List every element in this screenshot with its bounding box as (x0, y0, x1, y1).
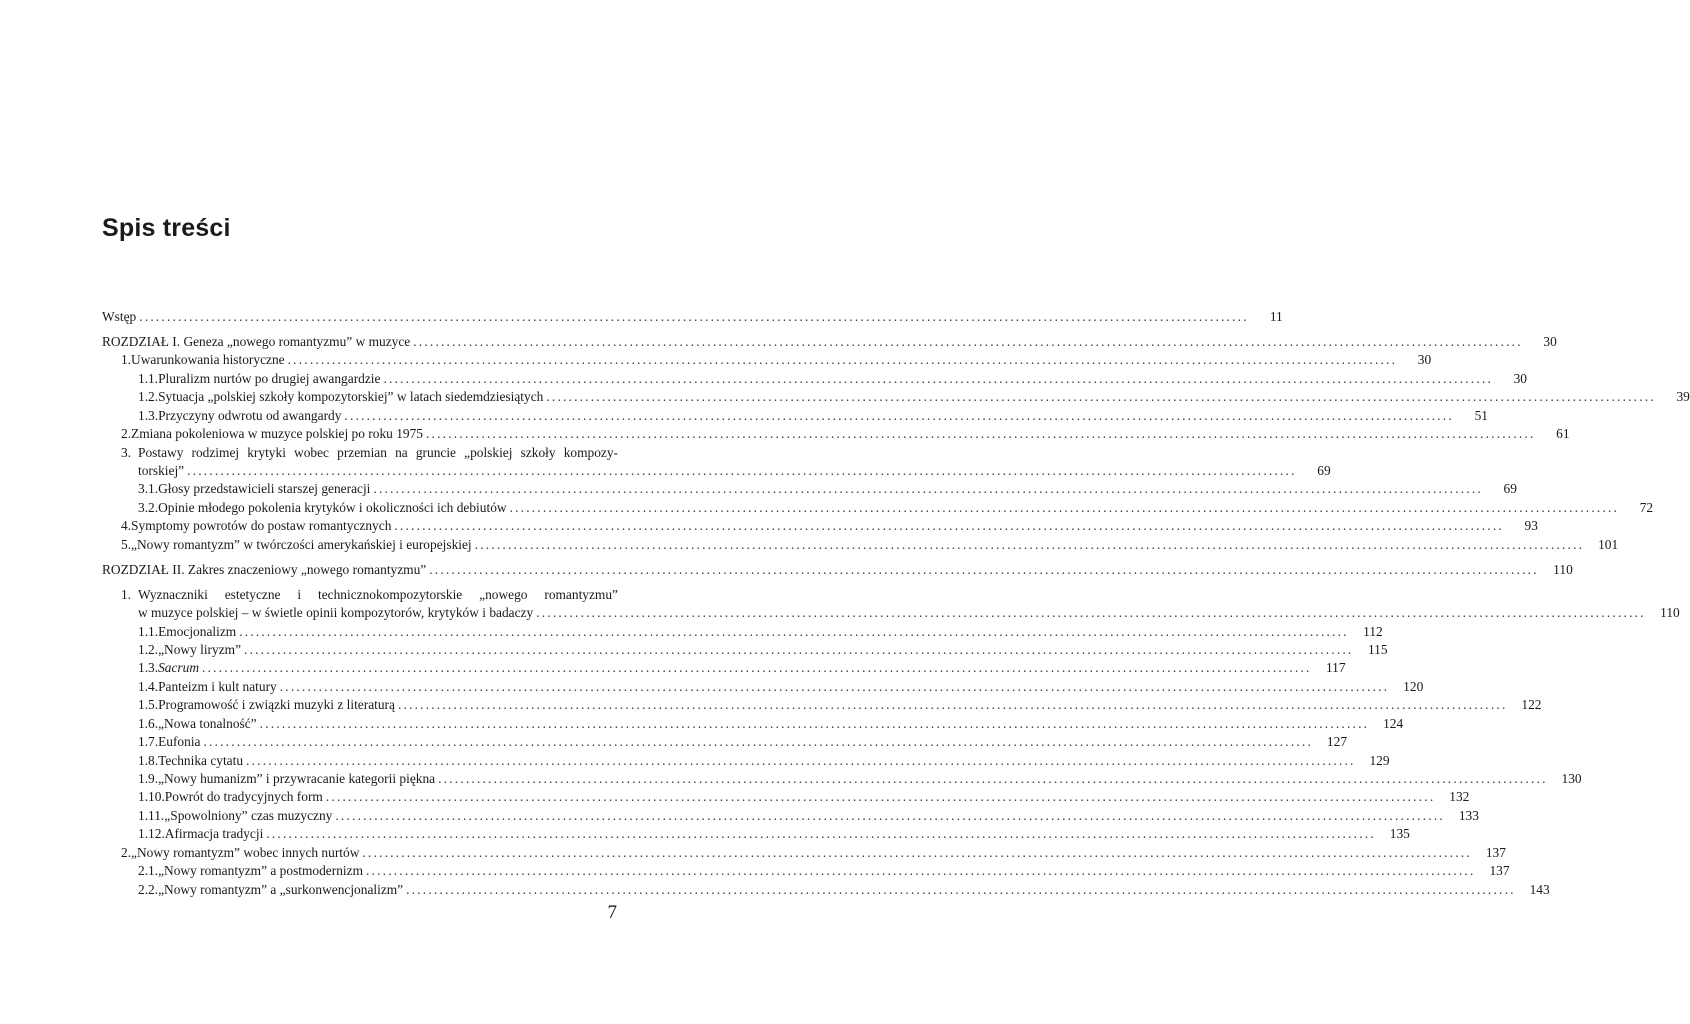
dot-leader: ........................................................................................................................................................................................................ (266, 826, 1376, 842)
dot-leader: ........................................................................................................................................................................................................ (373, 481, 1483, 497)
toc-page-number: 127 (1326, 734, 1348, 750)
toc-entry-text: w muzyce polskiej – w świetle opinii kompozytorów, krytyków i badaczy (138, 605, 534, 621)
toc-page-number: 72 (1639, 499, 1654, 515)
toc-entry-text: „Nowy romantyzm” w twórczości amerykańskiej i europejskiej (131, 536, 472, 552)
toc-page-number: 61 (1556, 426, 1570, 442)
toc-entry-number: 2.1. (138, 863, 159, 879)
dot-leader: ........................................................................................................................................................................................................ (429, 561, 1539, 577)
toc-entry-text: torskiej” (138, 463, 185, 478)
toc-entry-text: „Nowy humanizm” i przywracanie kategorii piękna (158, 771, 436, 786)
toc-entry-number: 2. (121, 426, 132, 442)
toc-entry (102, 623, 1383, 641)
toc-chapter-2 (102, 561, 1573, 579)
toc-entry (102, 881, 1550, 899)
toc-page-number: 115 (1367, 641, 1388, 657)
toc-entry-number: 2. (121, 844, 132, 860)
toc-entry-number: 1.9. (138, 771, 159, 786)
toc-entry-text: Afirmacja tradycji (164, 826, 264, 842)
toc-entry-number: 1.2. (138, 389, 159, 405)
toc-entry-text: Symptomy powrotów do postaw romantycznych (131, 518, 392, 534)
toc-entry-continuation (102, 604, 1680, 622)
toc-entry-text: „Nowy liryzm” (158, 641, 242, 657)
dot-leader: ........................................................................................................................................................................................................ (413, 333, 1523, 349)
dot-leader: ........................................................................................................................................................................................................ (287, 352, 1398, 368)
toc-entry (102, 696, 1542, 714)
toc-entry (102, 499, 1654, 517)
toc-page-number: 122 (1521, 697, 1542, 713)
dot-leader: ........................................................................................................................................................................................................ (474, 536, 1585, 552)
toc-entry-number: 4. (121, 518, 132, 534)
toc-entry-number: 3. (121, 444, 132, 460)
toc-entry (102, 862, 1510, 880)
dot-leader: ........................................................................................................................................................................................................ (509, 499, 1620, 515)
toc-entry-number: 1.5. (138, 697, 159, 713)
toc-page-number: 120 (1403, 678, 1424, 694)
toc-entry-number: 1.7. (138, 734, 159, 750)
table-of-contents (102, 308, 1690, 899)
toc-entry-text: „Spowolniony” czas muzyczny (164, 807, 333, 823)
dot-leader: ........................................................................................................................................................................................................ (397, 697, 1508, 713)
toc-page-number: 137 (1489, 863, 1510, 879)
toc-page-number: 110 (1660, 605, 1680, 621)
toc-page-number: 133 (1458, 807, 1479, 823)
toc-entry-text: Sytuacja „polskiej szkoły kompozytorskiej” w latach siedemdziesiątych (158, 389, 544, 405)
toc-entry-text: Programowość i związki muzyki z literaturą (158, 697, 395, 713)
toc-entry-number: 1.6. (138, 715, 159, 731)
toc-entry-text: ROZDZIAŁ I. Geneza „nowego romantyzmu” w muzyce (102, 333, 411, 349)
toc-entry (102, 388, 1690, 406)
toc-entry-number: 1.10. (138, 789, 165, 805)
toc-entry-number: 1.1. (138, 370, 159, 386)
toc-page-number: 51 (1474, 407, 1488, 423)
toc-page-number: 132 (1449, 789, 1470, 805)
dot-leader: ........................................................................................................................................................................................................ (425, 426, 1536, 442)
toc-entry-text: Zmiana pokoleniowa w muzyce polskiej po roku 1975 (131, 426, 423, 442)
toc-entry-number: 3.1. (138, 481, 159, 497)
dot-leader: ........................................................................................................................................................................................................ (438, 771, 1548, 786)
toc-entry (102, 825, 1410, 843)
toc-page-number: 101 (1598, 536, 1619, 552)
toc-entry (102, 733, 1348, 751)
toc-entry-number: 1.8. (138, 752, 159, 768)
toc-entry (102, 586, 618, 604)
toc-entry-text: Eufonia (158, 734, 201, 750)
toc-page-number: 124 (1383, 715, 1404, 731)
dot-leader: ........................................................................................................................................................................................................ (187, 463, 1297, 478)
toc-page-number: 143 (1529, 881, 1550, 897)
dot-leader: ........................................................................................................................................................................................................ (546, 389, 1656, 405)
toc-page-number: 130 (1561, 771, 1582, 786)
toc-page-number: 11 (1269, 309, 1283, 324)
toc-entry-number: 1.12. (138, 826, 165, 842)
dot-leader: ........................................................................................................................................................................................................ (536, 605, 1646, 621)
toc-entry-text: Technika cytatu (158, 752, 244, 768)
toc-page-number: 30 (1417, 352, 1432, 368)
toc-entry-text: Pluralizm nurtów po drugiej awangardzie (158, 370, 381, 386)
toc-entry (102, 659, 1346, 677)
toc-page-number: 135 (1389, 826, 1410, 842)
toc-page-number: 69 (1503, 481, 1517, 497)
toc-entry (102, 715, 1404, 733)
toc-entry-text: Panteizm i kult natury (158, 678, 277, 694)
toc-page-number: 110 (1553, 561, 1573, 577)
dot-leader: ........................................................................................................................................................................................................ (362, 844, 1472, 860)
toc-entry-wstep (102, 308, 1283, 326)
toc-page-number: 112 (1363, 623, 1383, 639)
toc-entry-text: Głosy przedstawicieli starszej generacji (158, 481, 371, 497)
toc-entry-number: 1.3. (138, 660, 159, 676)
toc-entry (102, 641, 1388, 659)
toc-entry-text: ROZDZIAŁ II. Zakres znaczeniowy „nowego romantyzmu” (102, 561, 427, 577)
dot-leader: ........................................................................................................................................................................................................ (202, 660, 1312, 676)
dot-leader: ........................................................................................................................................................................................................ (259, 715, 1370, 731)
toc-page-number: 30 (1513, 370, 1527, 386)
toc-entry-number: 5. (121, 536, 132, 552)
toc-page-number: 93 (1524, 518, 1538, 534)
toc-entry (102, 517, 1538, 535)
toc-entry-text: Wyznaczniki estetyczne i technicznokompozytorskie „nowego romantyzmu” (138, 586, 618, 602)
toc-page-number: 129 (1369, 752, 1390, 768)
toc-entry (102, 536, 1619, 554)
toc-entry (102, 351, 1432, 369)
toc-page-number: 30 (1543, 333, 1557, 349)
toc-chapter-1 (102, 333, 1557, 351)
dot-leader: ........................................................................................................................................................................................................ (383, 370, 1493, 386)
toc-entry-text: Opinie młodego pokolenia krytyków i okoliczności ich debiutów (158, 499, 507, 515)
toc-entry-number: 1.4. (138, 678, 159, 694)
dot-leader: ........................................................................................................................................................................................................ (279, 678, 1390, 694)
toc-entry-number: 3.2. (138, 499, 159, 515)
dot-leader: ........................................................................................................................................................................................................ (344, 407, 1454, 423)
toc-entry-text: Sacrum (158, 660, 200, 676)
toc-entry (102, 770, 1582, 788)
dot-leader: ........................................................................................................................................................................................................ (244, 641, 1354, 657)
toc-entry-text: Emocjonalizm (158, 623, 237, 639)
toc-page-number: 117 (1325, 660, 1346, 676)
dot-leader: ........................................................................................................................................................................................................ (239, 623, 1349, 639)
toc-entry-number: 2.2. (138, 881, 159, 897)
dot-leader: ........................................................................................................................................................................................................ (406, 881, 1516, 897)
toc-entry-text: „Nowa tonalność” (158, 715, 257, 731)
toc-page-number: 39 (1676, 389, 1690, 405)
toc-entry (102, 788, 1470, 806)
toc-entry-text: Wstęp (102, 309, 137, 324)
dot-leader: ........................................................................................................................................................................................................ (394, 518, 1504, 534)
toc-entry (102, 425, 1570, 443)
toc-entry-text: Przyczyny odwrotu od awangardy (158, 407, 342, 423)
dot-leader: ........................................................................................................................................................................................................ (139, 309, 1249, 324)
toc-entry (102, 370, 1527, 388)
dot-leader: ........................................................................................................................................................................................................ (246, 752, 1356, 768)
toc-page-number: 69 (1317, 463, 1331, 478)
toc-entry-number: 1. (121, 586, 132, 602)
toc-entry-text: Uwarunkowania historyczne (131, 352, 285, 368)
page-title: Spis treści (102, 214, 231, 242)
toc-entry-number: 1.1. (138, 623, 159, 639)
dot-leader: ........................................................................................................................................................................................................ (203, 734, 1314, 750)
toc-entry-text: „Nowy romantyzm” a „surkonwencjonalizm” (158, 881, 404, 897)
toc-page-number: 137 (1485, 844, 1506, 860)
toc-entry (102, 678, 1424, 696)
toc-entry-number: 1.2. (138, 641, 159, 657)
toc-entry (102, 844, 1506, 862)
dot-leader: ........................................................................................................................................................................................................ (366, 863, 1476, 879)
toc-entry-text: Postawy rodzimej krytyki wobec przemian na gruncie „polskiej szkoły kompozy- (138, 444, 618, 460)
toc-entry-continuation (102, 462, 1331, 480)
toc-entry (102, 752, 1390, 770)
dot-leader: ........................................................................................................................................................................................................ (335, 807, 1445, 823)
page-folio: 7 (607, 902, 617, 923)
toc-entry-text: „Nowy romantyzm” a postmodernizm (158, 863, 363, 879)
toc-entry-text: Powrót do tradycyjnych form (164, 789, 323, 805)
toc-entry (102, 480, 1517, 498)
dot-leader: ........................................................................................................................................................................................................ (325, 789, 1436, 805)
toc-entry-number: 1.3. (138, 407, 159, 423)
toc-entry-text: „Nowy romantyzm” wobec innych nurtów (131, 844, 360, 860)
toc-entry-number: 1.11. (138, 807, 165, 823)
toc-entry-number: 1. (121, 352, 132, 368)
toc-entry (102, 407, 1488, 425)
toc-entry (102, 807, 1479, 825)
toc-entry (102, 444, 618, 462)
